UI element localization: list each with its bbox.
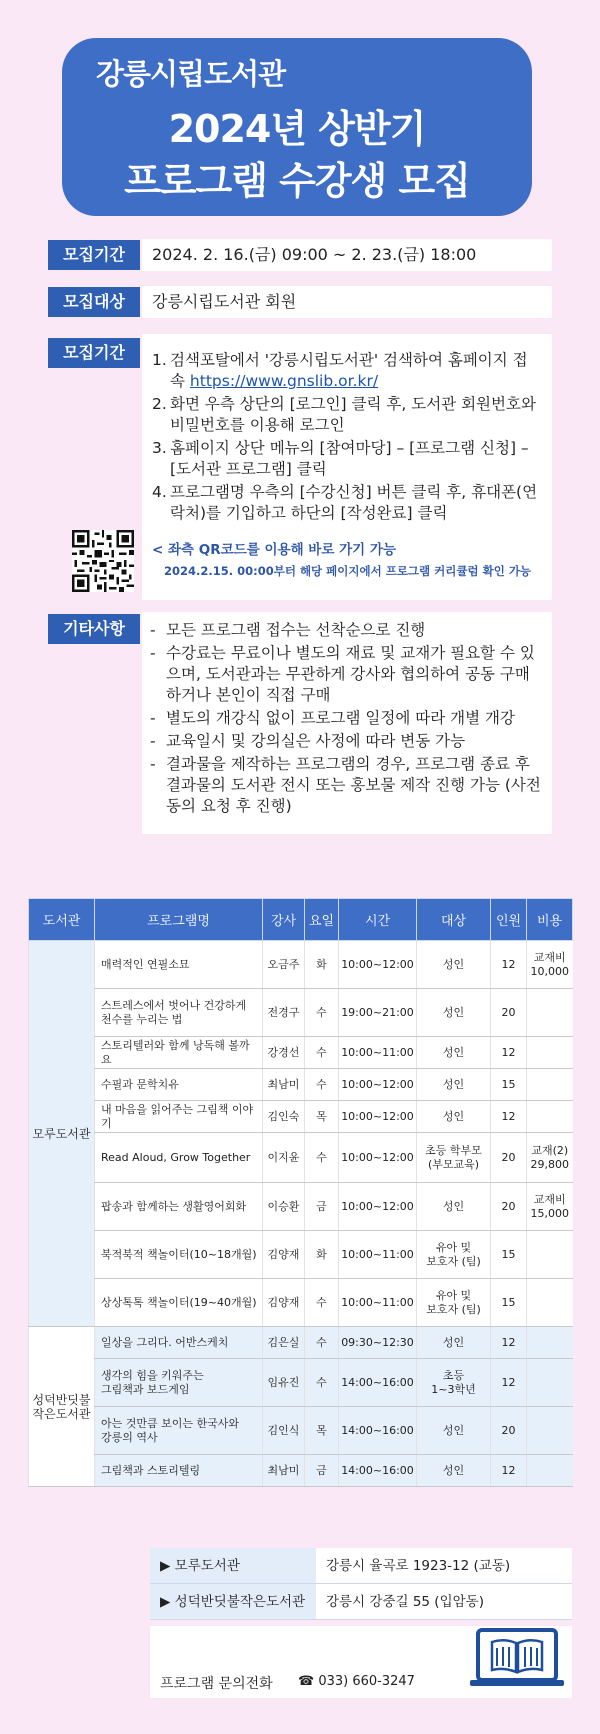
table-row xyxy=(29,1407,573,1455)
time-cell: 14:00~16:00 xyxy=(339,1455,417,1487)
col-header: 시간 xyxy=(339,899,417,941)
method-label: 모집기간 xyxy=(48,338,140,368)
program-name-cell: 팝송과 함께하는 생활영어회화 xyxy=(95,1183,263,1231)
cost-cell xyxy=(527,1455,573,1487)
weekday-cell: 수 xyxy=(305,1327,339,1359)
time-cell: 10:00~11:00 xyxy=(339,1037,417,1069)
target-value: 강릉시립도서관 회원 xyxy=(142,286,552,318)
instructor-cell: 최남미 xyxy=(263,1455,305,1487)
col-header: 강사 xyxy=(263,899,305,941)
instructor-cell: 오금주 xyxy=(263,941,305,989)
cost-cell xyxy=(527,989,573,1037)
time-cell: 19:00~21:00 xyxy=(339,989,417,1037)
cost-cell xyxy=(527,1069,573,1101)
contact-library: ▶ 성덕반딧불작은도서관 xyxy=(150,1584,316,1619)
target-cell: 성인 xyxy=(417,1037,491,1069)
title-banner xyxy=(62,38,532,216)
time-cell: 10:00~11:00 xyxy=(339,1279,417,1327)
etc-item: - 교육일시 및 강의실은 사정에 따라 변동 가능 xyxy=(150,732,466,750)
cost-cell xyxy=(527,1327,573,1359)
etc-item: - 수강료는 무료이나 별도의 재료 및 교재가 필요할 수 있으며, 도서관과는 무관하게 강사와 협의하여 공동 구매하거나 본인이 직접 구매 xyxy=(150,644,535,704)
weekday-cell: 화 xyxy=(305,1231,339,1279)
program-name-cell: 매력적인 연필소묘 xyxy=(95,941,263,989)
instructor-cell: 김양재 xyxy=(263,1231,305,1279)
capacity-cell: 20 xyxy=(491,989,527,1037)
target-cell: 성인 xyxy=(417,1101,491,1133)
col-header: 도서관 xyxy=(29,899,95,941)
time-cell: 14:00~16:00 xyxy=(339,1359,417,1407)
program-table xyxy=(28,898,573,1487)
weekday-cell: 수 xyxy=(305,1037,339,1069)
program-name-cell: 아는 것만큼 보이는 한국사와 강릉의 역사 xyxy=(95,1407,263,1455)
target-cell: 성인 xyxy=(417,1069,491,1101)
instructor-cell: 김은실 xyxy=(263,1327,305,1359)
target-cell: 성인 xyxy=(417,989,491,1037)
target-cell: 성인 xyxy=(417,1407,491,1455)
cost-cell: 교재비 15,000 xyxy=(527,1183,573,1231)
contact-row xyxy=(150,1548,572,1584)
capacity-cell: 15 xyxy=(491,1069,527,1101)
step-item: 4. 프로그램명 우측의 [수강신청] 버튼 클릭 후, 휴대폰(연락처)를 기입하고 하단의 [작성완료] 클릭 xyxy=(152,483,538,522)
capacity-cell: 12 xyxy=(491,1359,527,1407)
inquiry-label: 프로그램 문의전화 xyxy=(160,1676,273,1692)
capacity-cell: 15 xyxy=(491,1279,527,1327)
target-label: 모집대상 xyxy=(48,287,140,317)
capacity-cell: 20 xyxy=(491,1407,527,1455)
cost-cell xyxy=(527,1407,573,1455)
instructor-cell: 전경구 xyxy=(263,989,305,1037)
capacity-cell: 20 xyxy=(491,1133,527,1183)
banner-title-line1: 2024년 상반기 xyxy=(168,107,426,151)
program-name-cell: 생각의 힘을 키워주는 그림책과 보드게임 xyxy=(95,1359,263,1407)
time-cell: 10:00~12:00 xyxy=(339,1183,417,1231)
period-value: 2024. 2. 16.(금) 09:00 ~ 2. 23.(금) 18:00 xyxy=(142,239,552,271)
weekday-cell: 수 xyxy=(305,989,339,1037)
etc-box xyxy=(142,612,552,834)
cost-cell xyxy=(527,1037,573,1069)
time-cell: 10:00~12:00 xyxy=(339,1133,417,1183)
method-box xyxy=(142,334,552,600)
col-header: 인원 xyxy=(491,899,527,941)
program-name-cell: 수필과 문학치유 xyxy=(95,1069,263,1101)
banner-library-name: 강릉시립도서관 xyxy=(96,57,286,91)
capacity-cell: 12 xyxy=(491,1037,527,1069)
target-cell: 유아 및 보호자 (팀) xyxy=(417,1231,491,1279)
cost-cell xyxy=(527,1279,573,1327)
weekday-cell: 목 xyxy=(305,1407,339,1455)
table-row xyxy=(29,1279,573,1327)
weekday-cell: 수 xyxy=(305,1133,339,1183)
contact-address: 강릉시 율곡로 1923-12 (교동) xyxy=(316,1548,572,1583)
program-name-cell: 내 마음을 읽어주는 그림책 이야기 xyxy=(95,1101,263,1133)
time-cell: 10:00~12:00 xyxy=(339,1101,417,1133)
contact-library: ▶ 모루도서관 xyxy=(150,1548,316,1583)
capacity-cell: 20 xyxy=(491,1183,527,1231)
col-header: 비용 xyxy=(527,899,573,941)
step-item: 1. 검색포탈에서 '강릉시립도서관' 검색하여 홈페이지 접속 https://www.gnslib.or.kr/ xyxy=(152,351,528,390)
instructor-cell: 임유진 xyxy=(263,1359,305,1407)
weekday-cell: 금 xyxy=(305,1183,339,1231)
table-row xyxy=(29,1101,573,1133)
weekday-cell: 수 xyxy=(305,1279,339,1327)
contact-row xyxy=(150,1584,572,1620)
capacity-cell: 12 xyxy=(491,1101,527,1133)
inquiry-phone[interactable]: ☎ 033) 660-3247 xyxy=(298,1674,415,1689)
table-row xyxy=(29,1359,573,1407)
table-row xyxy=(29,1183,573,1231)
weekday-cell: 목 xyxy=(305,1101,339,1133)
contact-table xyxy=(150,1548,572,1620)
cost-cell xyxy=(527,1359,573,1407)
program-name-cell: Read Aloud, Grow Together xyxy=(95,1133,263,1183)
capacity-cell: 12 xyxy=(491,1327,527,1359)
col-header: 요일 xyxy=(305,899,339,941)
col-header: 대상 xyxy=(417,899,491,941)
table-row xyxy=(29,1037,573,1069)
etc-item: - 결과물을 제작하는 프로그램의 경우, 프로그램 종료 후 결과물의 도서관 전시 또는 홍보물 제작 진행 가능 (사전 동의 요청 후 진행) xyxy=(150,755,541,815)
cost-cell: 교재(2) 29,800 xyxy=(527,1133,573,1183)
time-cell: 14:00~16:00 xyxy=(339,1407,417,1455)
weekday-cell: 수 xyxy=(305,1069,339,1101)
program-name-cell: 북적북적 책놀이터(10~18개월) xyxy=(95,1231,263,1279)
program-name-cell: 스토리텔러와 함께 낭독해 볼까요 xyxy=(95,1037,263,1069)
inquiry-box xyxy=(150,1626,572,1698)
homepage-link[interactable]: https://www.gnslib.or.kr/ xyxy=(189,372,379,390)
table-row xyxy=(29,1069,573,1101)
table-row xyxy=(29,941,573,989)
table-row xyxy=(29,1133,573,1183)
instructor-cell: 이승환 xyxy=(263,1183,305,1231)
table-row xyxy=(29,989,573,1037)
table-row xyxy=(29,1455,573,1487)
table-row xyxy=(29,1327,573,1359)
step-item: 2. 화면 우측 상단의 [로그인] 클릭 후, 도서관 회원번호와 비밀번호를 이용해 로그인 xyxy=(152,395,536,434)
target-cell: 성인 xyxy=(417,1183,491,1231)
table-row xyxy=(29,1231,573,1279)
library-cell: 모루도서관 xyxy=(29,941,95,1327)
instructor-cell: 이지윤 xyxy=(263,1133,305,1183)
cost-cell: 교재비 10,000 xyxy=(527,941,573,989)
capacity-cell: 12 xyxy=(491,1455,527,1487)
program-name-cell: 그림책과 스토리텔링 xyxy=(95,1455,263,1487)
capacity-cell: 15 xyxy=(491,1231,527,1279)
instructor-cell: 김인식 xyxy=(263,1407,305,1455)
target-cell: 성인 xyxy=(417,941,491,989)
etc-item: - 모든 프로그램 접수는 선착순으로 진행 xyxy=(150,621,426,639)
target-cell: 성인 xyxy=(417,1455,491,1487)
target-cell: 성인 xyxy=(417,1327,491,1359)
instructor-cell: 강경선 xyxy=(263,1037,305,1069)
time-cell: 10:00~12:00 xyxy=(339,941,417,989)
open-book-icon xyxy=(468,1628,566,1688)
program-name-cell: 일상을 그리다. 어반스케치 xyxy=(95,1327,263,1359)
qr-note-sub: 2024.2.15. 00:00부터 해당 페이지에서 프로그램 커리큘럼 확인 가능 xyxy=(164,564,532,578)
col-header: 프로그램명 xyxy=(95,899,263,941)
period-label: 모집기간 xyxy=(48,240,140,270)
target-cell: 초등 1~3학년 xyxy=(417,1359,491,1407)
target-cell: 초등 학부모 (부모교육) xyxy=(417,1133,491,1183)
capacity-cell: 12 xyxy=(491,941,527,989)
instructor-cell: 김양재 xyxy=(263,1279,305,1327)
weekday-cell: 화 xyxy=(305,941,339,989)
time-cell: 09:30~12:30 xyxy=(339,1327,417,1359)
time-cell: 10:00~12:00 xyxy=(339,1069,417,1101)
target-cell: 유아 및 보호자 (팀) xyxy=(417,1279,491,1327)
etc-label: 기타사항 xyxy=(48,614,140,644)
qr-note: < 좌측 QR코드를 이용해 바로 가기 가능 xyxy=(152,542,396,558)
contact-address: 강릉시 강중길 55 (입암동) xyxy=(316,1584,572,1619)
instructor-cell: 김인숙 xyxy=(263,1101,305,1133)
cost-cell xyxy=(527,1231,573,1279)
table-header-row xyxy=(29,899,573,941)
program-name-cell: 상상톡톡 책놀이터(19~40개월) xyxy=(95,1279,263,1327)
weekday-cell: 수 xyxy=(305,1359,339,1407)
library-cell: 성덕반딧불 작은도서관 xyxy=(29,1327,95,1487)
qr-code-icon[interactable] xyxy=(72,530,134,592)
instructor-cell: 최남미 xyxy=(263,1069,305,1101)
banner-title-line2: 프로그램 수강생 모집 xyxy=(124,159,470,203)
etc-item: - 별도의 개강식 없이 프로그램 일정에 따라 개별 개강 xyxy=(150,709,515,727)
weekday-cell: 금 xyxy=(305,1455,339,1487)
step-item: 3. 홈페이지 상단 메뉴의 [참여마당] – [프로그램 신청] – [도서관 프로그램] 클릭 xyxy=(152,439,529,478)
program-name-cell: 스트레스에서 벗어나 건강하게 천수를 누리는 법 xyxy=(95,989,263,1037)
cost-cell xyxy=(527,1101,573,1133)
time-cell: 10:00~11:00 xyxy=(339,1231,417,1279)
